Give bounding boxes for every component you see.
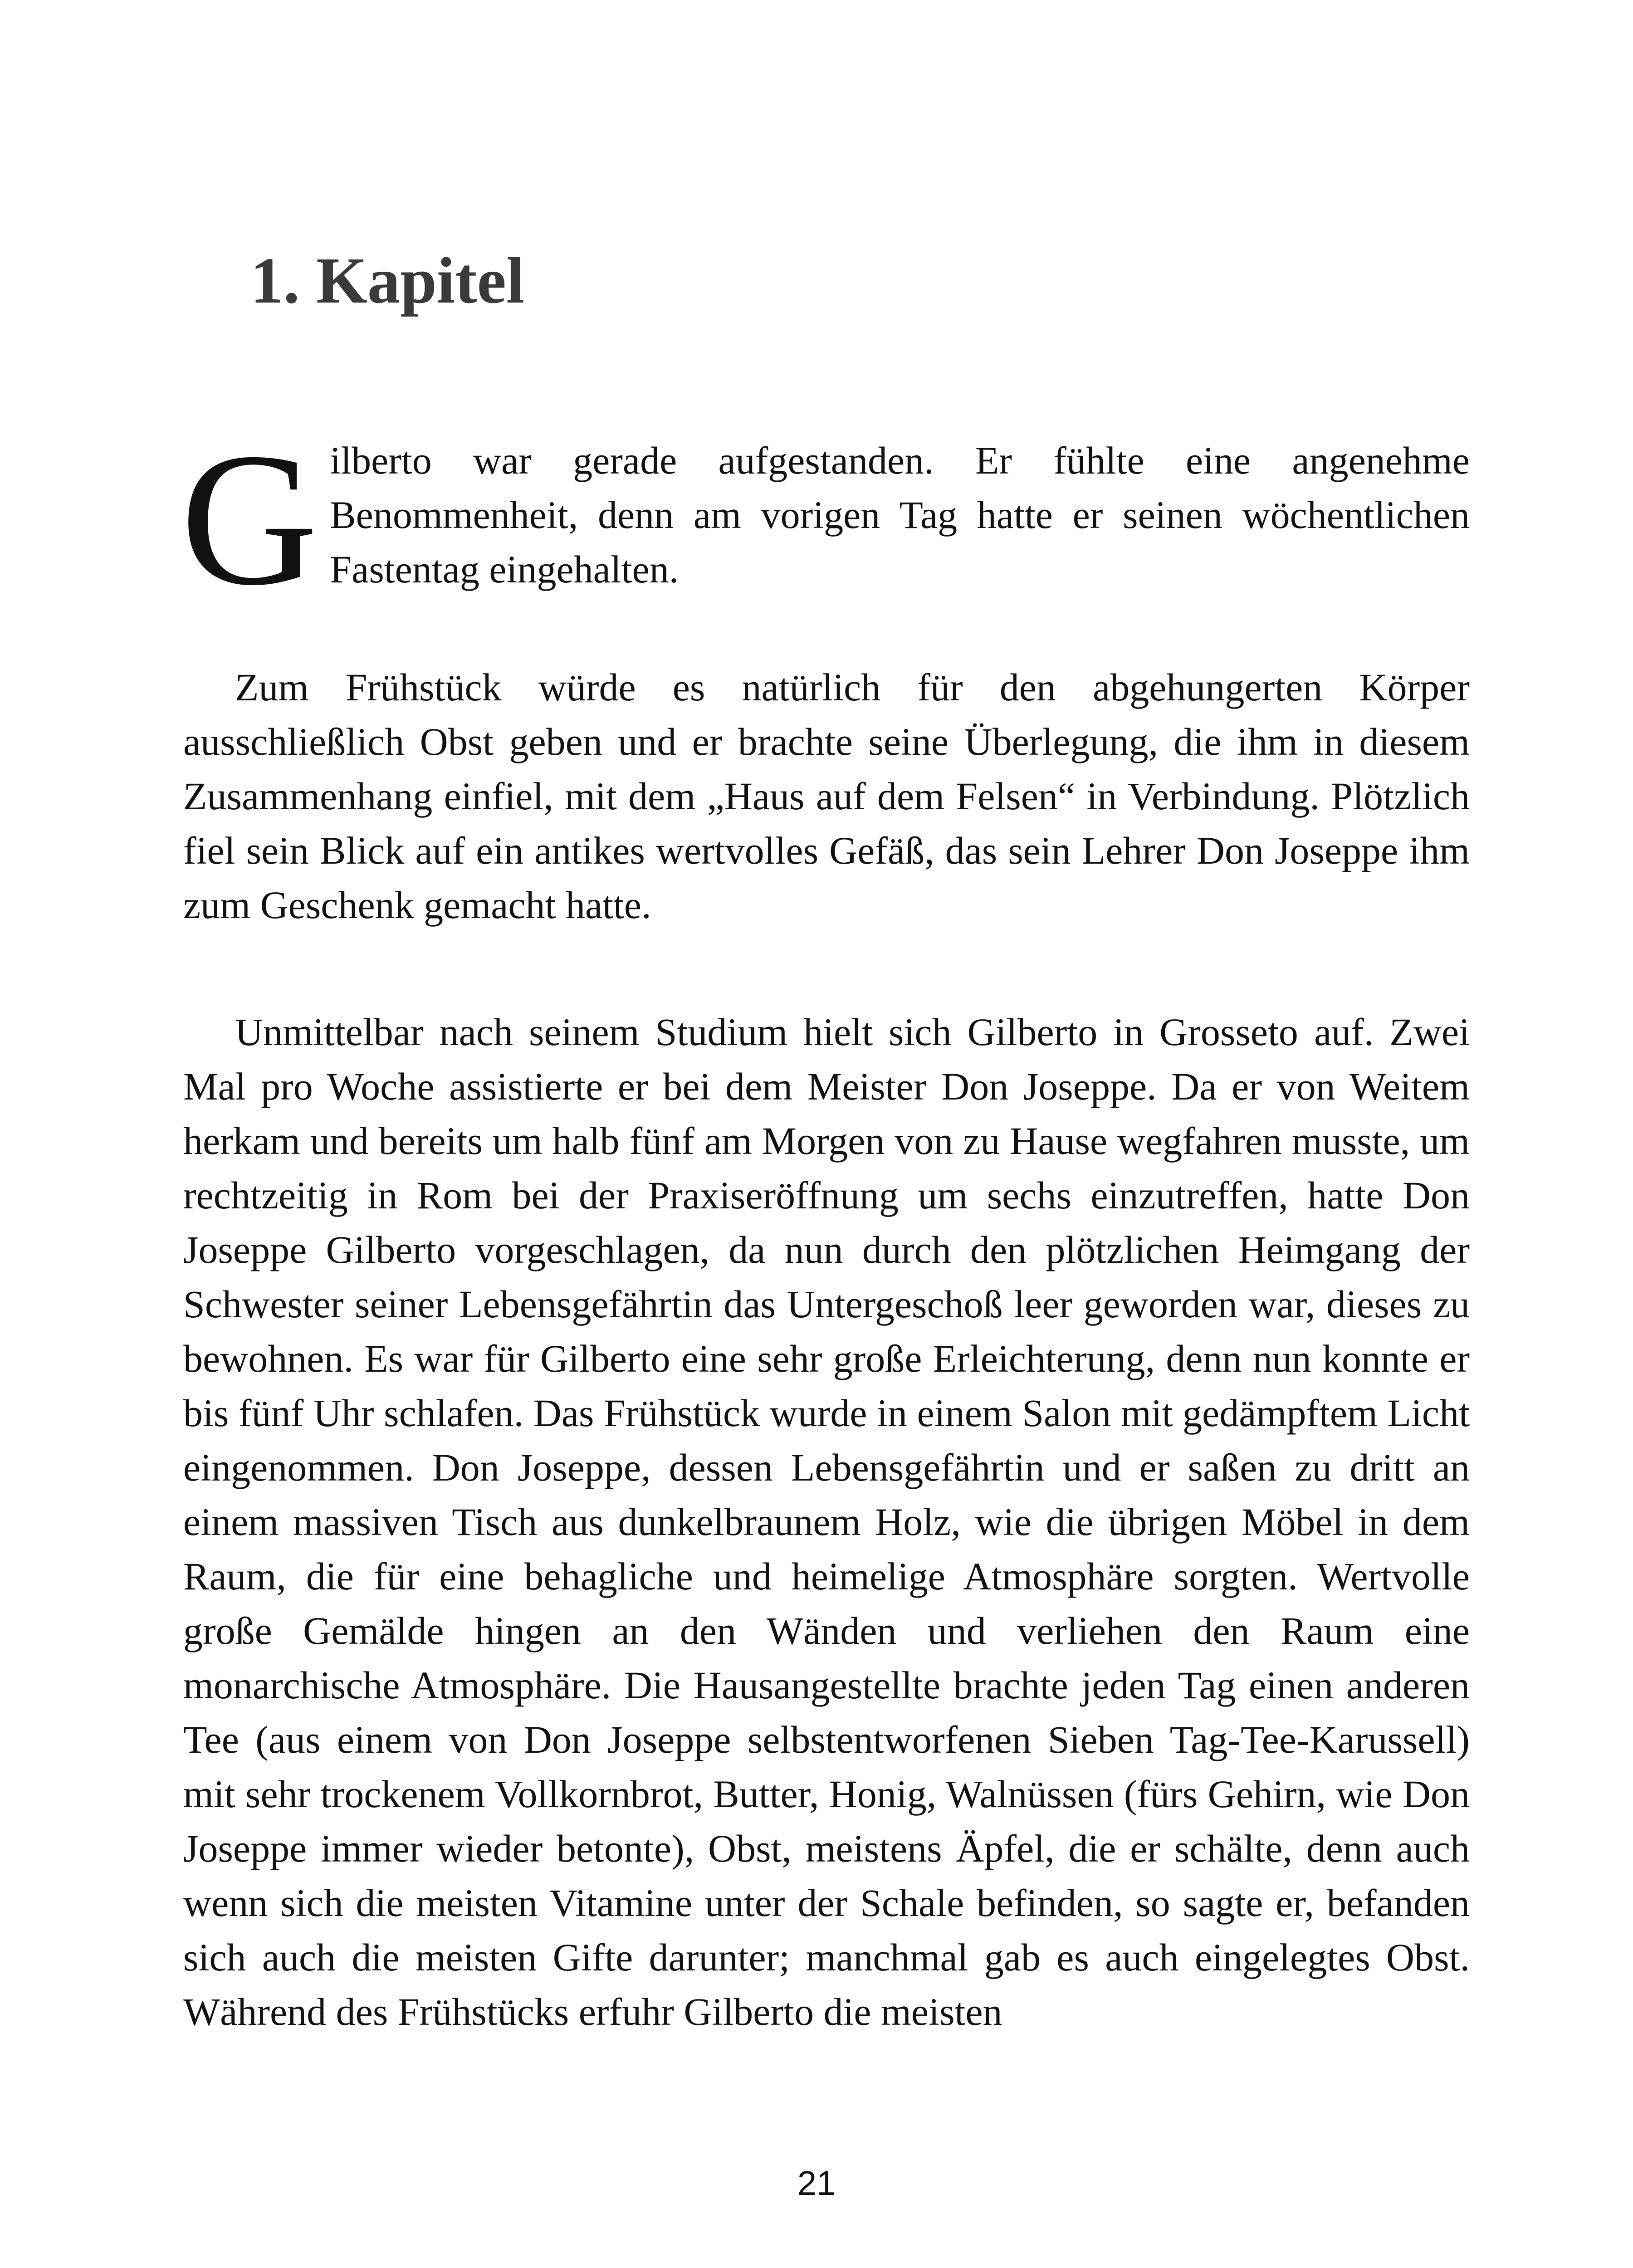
paragraph-2-block <box>183 660 1470 932</box>
paragraph-1-block <box>181 414 1470 625</box>
paragraph-1 <box>181 414 1470 625</box>
chapter-title: 1. Kapitel <box>250 244 525 317</box>
paragraph-2: Zum Frühstück würde es natürlich für den abgehungerten Körper ausschließlich Obst geben und er brachte seine Überlegung, die ihm in diesem Zusammenhang einfiel, mit dem „Haus auf dem Felsen“ in Verbindung. Plötzlich fiel sein Blick auf ein antikes wertvolles Gefäß, das sein Lehrer Don Joseppe ihm zum Geschenk gemacht hatte. <box>183 665 1470 927</box>
page-number: 21 <box>797 2164 836 2203</box>
paragraph-3: Unmittelbar nach seinem Studium hielt sich Gilberto in Grosseto auf. Zwei Mal pro Woche assistierte er bei dem Meister Don Joseppe. Da er von Weitem herkam und bereits um halb fünf am Morgen von zu Hause wegfahren musste, um rechtzeitig in Rom bei der Praxiseröffnung um sechs einzutreffen, hatte Don Joseppe Gilberto vorgeschlagen, da nun durch den plötzlichen Heimgang der Schwester seiner Lebensgefährtin das Untergeschoß leer geworden war, dieses zu bewohnen. Es war für Gilberto eine sehr große Erleichterung, denn nun konnte er bis fünf Uhr schlafen. Das Frühstück wurde in einem Salon mit gedämpftem Licht eingenommen. Don Joseppe, dessen Lebensgefährtin und er saßen zu dritt an einem massiven Tisch aus dunkelbraunem Holz, wie die übrigen Möbel in dem Raum, die für eine behagliche und heimelige Atmosphäre sorgten. Wertvolle große Gemälde hingen an den Wänden und verliehen den Raum eine monarchische Atmosphäre. Die Hausangestellte brachte jeden Tag einen anderen Tee (aus einem von Don Joseppe selbstentworfenen Sieben Tag-Tee-Karussell) mit sehr trockenem Vollkornbrot, Butter, Honig, Walnüssen (fürs Gehirn, wie Don Joseppe immer wieder betonte), Obst, meistens Äpfel, die er schälte, denn auch wenn sich die meisten Vitamine unter der Schale befinden, so sagte er, befanden sich auch die meisten Gifte darunter; manchmal gab es auch eingelegtes Obst. Während des Frühstücks erfuhr Gilberto die meisten <box>183 1010 1470 2033</box>
paragraph-3-block <box>183 1005 1470 2039</box>
drop-cap-letter: G <box>181 414 318 625</box>
paragraph-1-text: ilberto war gerade aufgestanden. Er fühlte eine angenehme Benommenheit, denn am vorigen Tag hatte er seinen wöchentlichen Fastentag eingehalten. <box>330 439 1470 591</box>
